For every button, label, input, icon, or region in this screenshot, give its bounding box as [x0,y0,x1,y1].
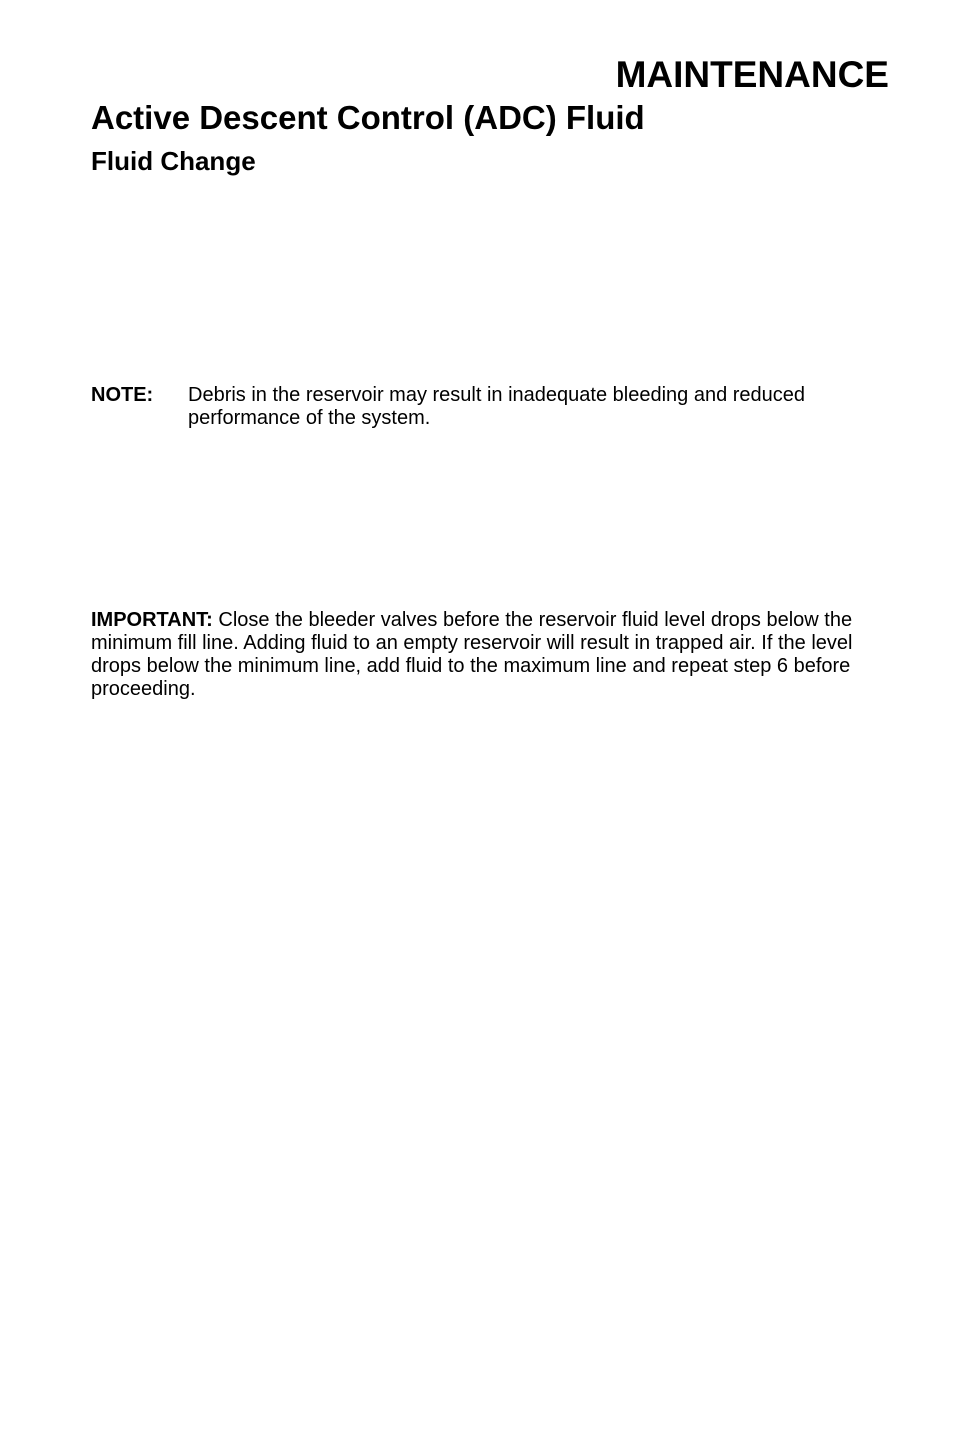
section-header: MAINTENANCE [615,54,889,95]
important-text: Close the bleeder valves before the reservoir fluid level drops below the minimum fill line. Adding fluid to an empty reservoir will result in trapped air. If the level drops below the minimum line, add fluid to the maximum line and repeat step 6 before proceeding. [91,609,853,700]
page-subtitle: Fluid Change [91,146,256,176]
page-title: Active Descent Control (ADC) Fluid [91,99,645,136]
important-label: IMPORTANT: [91,609,213,631]
important-block [91,609,891,701]
note-block [91,384,891,430]
note-text: Debris in the reservoir may result in inadequate bleeding and reduced performance of the system. [188,384,806,429]
note-label: NOTE: [91,384,154,406]
